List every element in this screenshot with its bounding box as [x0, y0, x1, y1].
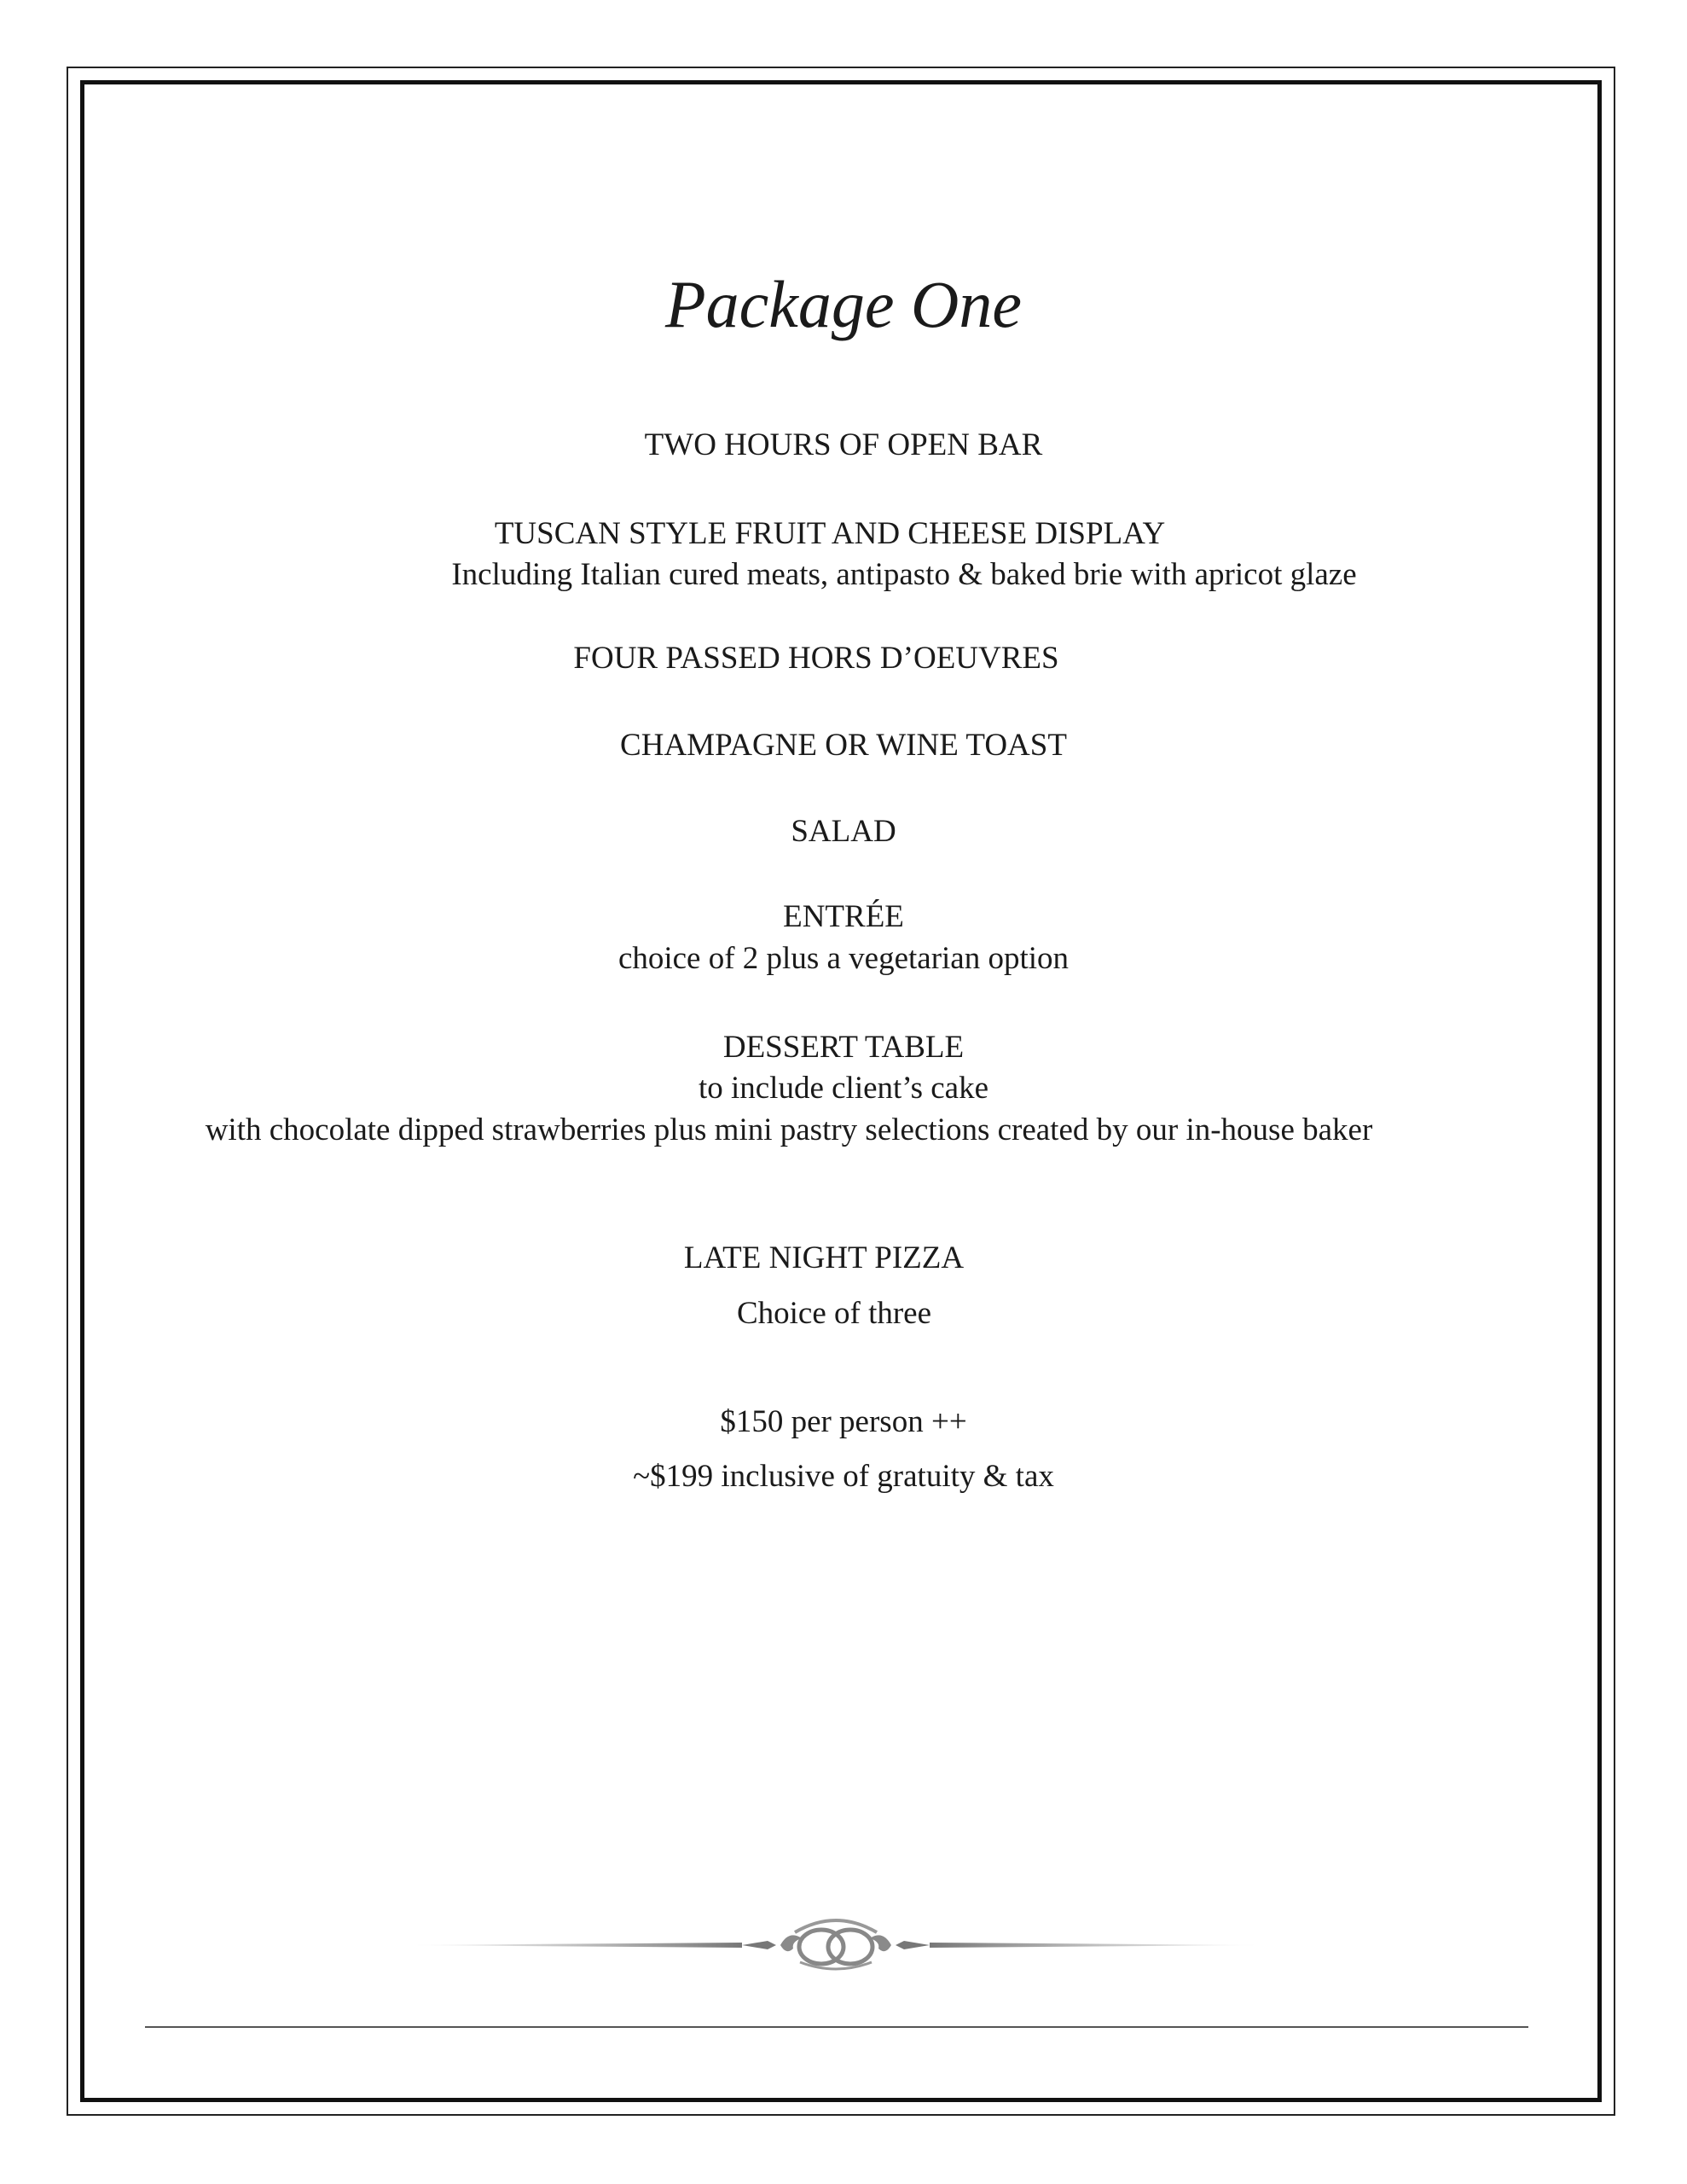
item-entree-detail: choice of 2 plus a vegetarian option: [617, 941, 1070, 976]
page-title: Package One: [665, 267, 1022, 341]
item-dessert-cake: to include client’s cake: [698, 1071, 989, 1106]
item-salad: SALAD: [791, 814, 896, 849]
item-fruit-cheese-detail: Including Italian cured meats, antipasto & baked brie with apricot glaze: [451, 557, 1357, 592]
bottom-rule: [145, 2026, 1528, 2028]
item-pizza-detail: Choice of three: [736, 1296, 932, 1331]
price-per-person: $150 per person ++: [720, 1404, 967, 1439]
price-inclusive: ~$199 inclusive of gratuity & tax: [633, 1459, 1054, 1494]
flourish-divider-icon: [401, 1915, 1271, 1975]
item-open-bar: TWO HOURS OF OPEN BAR: [644, 427, 1043, 462]
item-entree: ENTRÉE: [783, 899, 904, 934]
item-dessert-table: DESSERT TABLE: [722, 1030, 965, 1065]
item-dessert-detail: with chocolate dipped strawberries plus mini pastry selections created by our in-house baker: [205, 1112, 1373, 1147]
item-fruit-cheese-display: TUSCAN STYLE FRUIT AND CHEESE DISPLAY: [494, 516, 1166, 551]
item-late-night-pizza: LATE NIGHT PIZZA: [683, 1240, 965, 1275]
item-champagne-toast: CHAMPAGNE OR WINE TOAST: [620, 728, 1067, 763]
item-hors-doeuvres: FOUR PASSED HORS D’OEUVRES: [573, 641, 1059, 676]
